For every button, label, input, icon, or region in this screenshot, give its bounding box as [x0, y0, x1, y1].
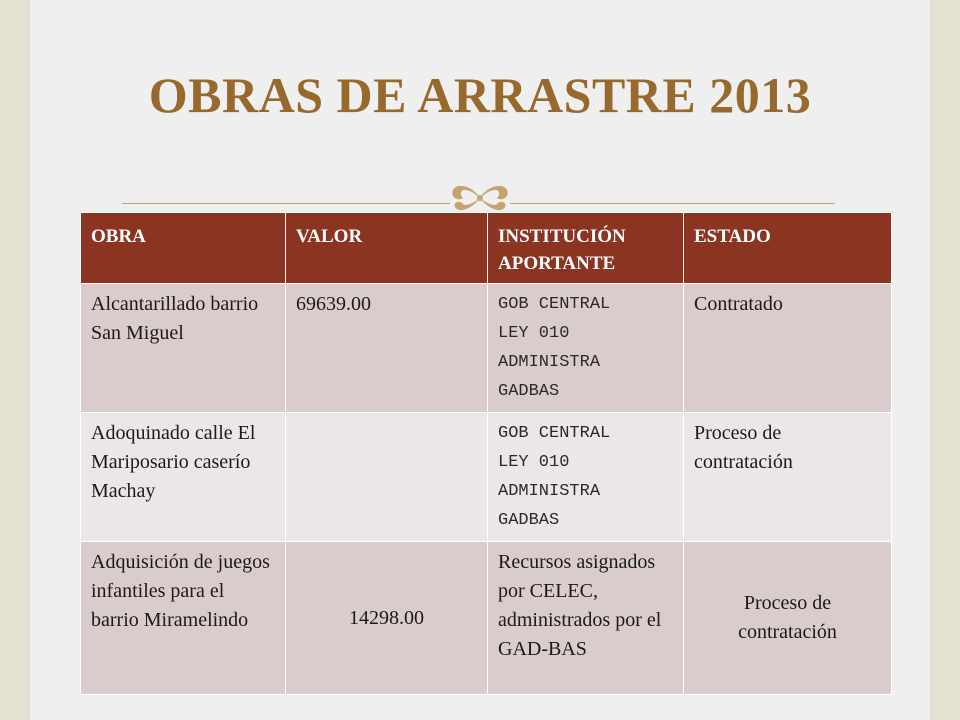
header-valor: VALOR — [286, 213, 488, 284]
cell-obra: Adquisición de juegos infantiles para el barrio Miramelindo — [81, 542, 286, 695]
cell-estado: Contratado — [684, 284, 892, 413]
institucion-line: GOB CENTRAL — [498, 295, 611, 314]
institucion-line: ADMINISTRA — [498, 353, 601, 372]
institucion-line: GADBAS — [498, 382, 560, 401]
header-institucion: INSTITUCIÓN APORTANTE — [488, 213, 684, 284]
page-title: OBRAS DE ARRASTRE 2013 — [148, 67, 812, 123]
cell-institucion: Recursos asignados por CELEC, administrados por el GAD-BAS — [488, 542, 684, 695]
institucion-line: GOB CENTRAL — [498, 424, 611, 443]
header-estado: ESTADO — [684, 213, 892, 284]
cell-estado: Proceso de contratación — [684, 413, 892, 542]
table-row — [81, 542, 892, 695]
divider-left — [122, 203, 450, 204]
divider-right — [510, 203, 835, 204]
institucion-line: ADMINISTRA — [498, 482, 601, 501]
cell-obra: Alcantarillado barrio San Miguel — [81, 284, 286, 413]
header-obra: OBRA — [81, 213, 286, 284]
cell-valor: 14298.00 — [286, 542, 488, 695]
institucion-line: GADBAS — [498, 511, 560, 530]
table-header-row — [81, 213, 892, 284]
cell-estado: Proceso de contratación — [684, 542, 892, 695]
obras-table — [80, 212, 892, 695]
cell-institucion — [488, 284, 684, 413]
cell-institucion — [488, 413, 684, 542]
cell-valor: 69639.00 — [286, 284, 488, 413]
institucion-line: LEY 010 — [498, 324, 570, 343]
cell-valor — [286, 413, 488, 542]
table-row — [81, 413, 892, 542]
institucion-line: LEY 010 — [498, 453, 570, 472]
table-row — [81, 284, 892, 413]
cell-obra: Adoquinado calle El Mariposario caserío Machay — [81, 413, 286, 542]
